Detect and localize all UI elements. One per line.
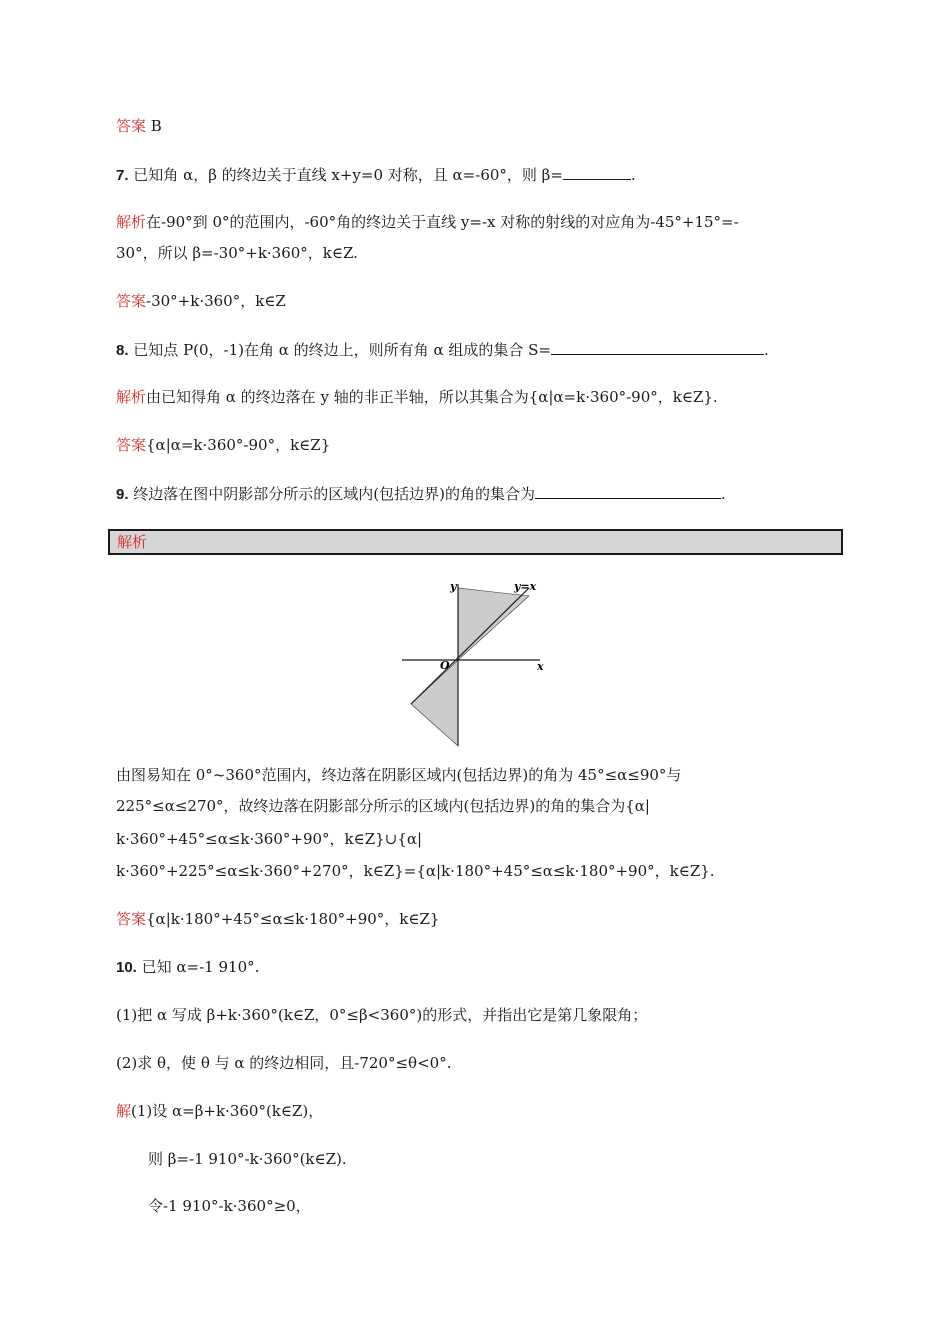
- answer-label: 答案: [116, 117, 147, 135]
- solution-text: k·360°+225°≤α≤k·360°+270°，k∈Z}={α|k·180°+45°≤α≤k·180°+90°，k∈Z}.: [116, 862, 715, 880]
- question-end: .: [630, 166, 636, 184]
- answer-text: {α|k·180°+45°≤α≤k·180°+90°，k∈Z}: [146, 910, 440, 928]
- answer-text: B: [150, 117, 162, 135]
- solution-7-cont: [116, 243, 358, 263]
- solution-text: 由已知得角 α 的终边落在 y 轴的非正半轴，所以其集合为{α|α=k·360°-90°，k∈Z}.: [146, 388, 718, 406]
- solution-text: 30°，所以 β=-30°+k·360°，k∈Z.: [116, 244, 358, 262]
- solution-8: [116, 387, 718, 407]
- question-end: .: [721, 485, 726, 503]
- question-10: [116, 957, 259, 978]
- solution-9-line2: [116, 796, 650, 816]
- solution-9-line3: [116, 829, 422, 849]
- question-8: [116, 339, 769, 361]
- solution-text: (1)设 α=β+k·360°(k∈Z)，: [131, 1102, 324, 1120]
- answer-blank: [535, 483, 721, 499]
- answer-text: -30°+k·360°，k∈Z: [146, 292, 286, 310]
- question-number: 9.: [116, 486, 129, 503]
- question-10-part2: [116, 1053, 451, 1073]
- solution-text: 225°≤α≤270°，故终边落在阴影部分所示的区域内(包括边界)的角的集合为{α|: [116, 797, 650, 815]
- answer-9: [116, 909, 439, 929]
- solution-label: 解析: [117, 533, 148, 551]
- answer-blank: [563, 164, 631, 180]
- answer-8: [116, 435, 330, 455]
- question-number: 8.: [116, 342, 129, 359]
- solution-9-line1: [116, 765, 681, 785]
- answer-blank: [551, 339, 764, 355]
- question-text: (1)把 α 写成 β+k·360°(k∈Z，0°≤β<360°)的形式，并指出它是第几象限角；: [116, 1006, 648, 1024]
- solution-text: 令-1 910°-k·360°≥0，: [148, 1197, 311, 1215]
- lower-shaded-region: [411, 660, 458, 746]
- solution-9-line4: [116, 861, 715, 881]
- shaded-region-figure: [398, 576, 548, 748]
- answer-label: 答案: [116, 292, 147, 310]
- y-axis-label: y: [450, 580, 457, 593]
- question-text: (2)求 θ，使 θ 与 α 的终边相同，且-720°≤θ<0°.: [116, 1054, 452, 1072]
- solution-10: [116, 1101, 323, 1121]
- x-axis-label: x: [537, 660, 544, 673]
- solution-text: 由图易知在 0°~360°范围内，终边落在阴影区域内(包括边界)的角为 45°≤α≤90°与: [116, 766, 682, 784]
- solution-text: 则 β=-1 910°-k·360°(k∈Z).: [148, 1150, 347, 1168]
- solution-10-line2: [148, 1149, 347, 1169]
- solution-label: 解析: [116, 213, 147, 231]
- question-text: 已知 α=-1 910°.: [141, 958, 260, 976]
- answer-text: {α|α=k·360°-90°，k∈Z}: [146, 436, 331, 454]
- question-text: 已知点 P(0，-1)在角 α 的终边上，则所有角 α 组成的集合 S=: [133, 341, 551, 359]
- answer-7: [116, 291, 286, 311]
- question-text: 终边落在图中阴影部分所示的区域内(包括边界)的角的集合为: [133, 485, 536, 503]
- line-label: y=x: [514, 580, 537, 593]
- origin-label: O: [440, 659, 450, 672]
- solution-text: k·360°+45°≤α≤k·360°+90°，k∈Z}∪{α|: [116, 830, 423, 848]
- question-text: 已知角 α，β 的终边关于直线 x+y=0 对称，且 α=-60°，则 β=: [133, 166, 563, 184]
- question-number: 10.: [116, 959, 137, 976]
- answer-6: [116, 116, 162, 136]
- question-7: [116, 164, 636, 186]
- answer-label: 答案: [116, 436, 147, 454]
- solution-text: 在-90°到 0°的范围内，-60°角的终边关于直线 y=-x 对称的射线的对应角为-45°+15°=-: [146, 213, 739, 231]
- question-number: 7.: [116, 167, 129, 184]
- solution-box: [108, 529, 843, 555]
- question-10-part1: [116, 1005, 647, 1025]
- question-end: .: [763, 341, 769, 359]
- question-9: [116, 483, 726, 505]
- solution-label: 解析: [116, 388, 147, 406]
- solution-label: 解: [116, 1102, 132, 1120]
- solution-7: [116, 212, 739, 232]
- solution-10-line3: [148, 1196, 311, 1216]
- answer-label: 答案: [116, 910, 147, 928]
